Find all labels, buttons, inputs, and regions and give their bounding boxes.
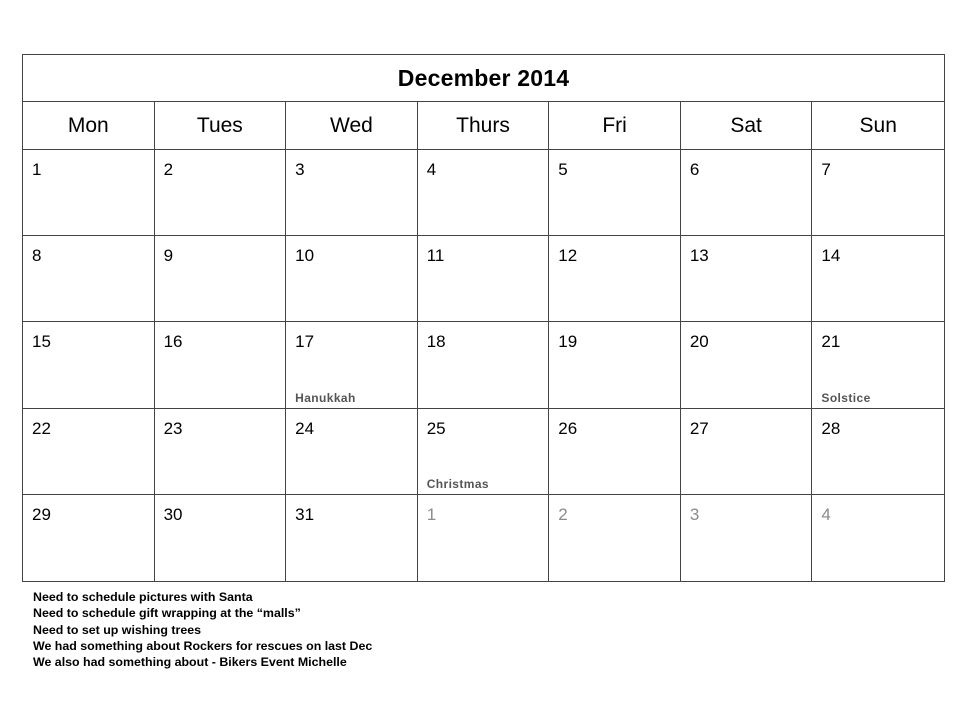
day-cell[interactable]	[549, 150, 681, 235]
day-cell[interactable]	[549, 322, 681, 407]
day-number: 6	[689, 160, 700, 179]
weekday-header-row	[23, 102, 944, 150]
weekday-header-wed: Wed	[286, 102, 418, 149]
day-number: 3	[689, 504, 700, 524]
day-cell[interactable]	[23, 150, 155, 235]
weekday-header-sun: Sun	[859, 113, 897, 137]
day-cell[interactable]	[155, 150, 287, 235]
day-number: 17	[295, 332, 315, 352]
day-cell[interactable]	[812, 322, 944, 407]
day-number: 14	[821, 246, 841, 266]
day-number: 31	[295, 504, 315, 524]
day-number: 1	[426, 504, 437, 524]
day-event-label: Christmas	[426, 476, 489, 491]
day-cell[interactable]	[681, 150, 813, 235]
day-number: 16	[163, 332, 183, 352]
day-cell[interactable]	[418, 409, 550, 494]
day-cell[interactable]	[549, 236, 681, 321]
note-line: Need to set up wishing trees	[33, 622, 201, 637]
note-line: Need to schedule gift wrapping at the “malls”	[33, 606, 301, 621]
day-cell[interactable]	[549, 409, 681, 494]
weekday-header-thu: Thurs	[418, 102, 550, 149]
day-event-label: Solstice	[821, 390, 871, 405]
day-cell[interactable]	[23, 409, 155, 494]
calendar-title-row	[23, 55, 944, 102]
weekday-header-tue: Tues	[155, 102, 287, 149]
day-cell[interactable]	[418, 150, 550, 235]
day-cell[interactable]	[549, 495, 681, 581]
week-row	[23, 150, 944, 236]
day-cell[interactable]	[286, 150, 418, 235]
note-line: We also had something about - Bikers Event Michelle	[33, 655, 347, 670]
day-cell[interactable]	[681, 495, 813, 581]
calendar-title: December 2014	[397, 64, 570, 91]
weekday-header-sat: Sat	[681, 102, 813, 149]
week-row	[23, 495, 944, 581]
week-row	[23, 236, 944, 322]
day-number: 10	[295, 246, 315, 266]
day-number: 5	[558, 160, 568, 179]
day-cell[interactable]	[812, 236, 944, 321]
weekday-header-mon: Mon	[23, 102, 155, 149]
day-cell[interactable]	[681, 409, 813, 494]
calendar-weeks	[23, 150, 944, 581]
day-cell[interactable]	[286, 236, 418, 321]
week-row	[23, 322, 944, 408]
day-number: 21	[821, 332, 841, 352]
day-number: 23	[163, 418, 183, 438]
day-cell[interactable]	[681, 322, 813, 407]
day-cell[interactable]	[418, 495, 550, 581]
day-cell[interactable]	[418, 322, 550, 407]
week-row	[23, 409, 944, 495]
day-number: 22	[32, 418, 51, 438]
day-cell[interactable]	[155, 495, 287, 581]
note-line: We had something about Rockers for rescues on last Dec	[33, 638, 373, 653]
day-number: 4	[821, 504, 831, 524]
day-cell[interactable]	[812, 409, 944, 494]
day-number: 29	[32, 504, 51, 524]
day-cell[interactable]	[155, 322, 287, 407]
day-cell[interactable]	[286, 495, 418, 581]
day-cell[interactable]	[286, 409, 418, 494]
day-number: 4	[426, 160, 437, 179]
day-number: 20	[689, 332, 709, 352]
note-line: Need to schedule pictures with Santa	[33, 590, 253, 604]
day-number: 19	[558, 332, 578, 352]
day-number: 13	[689, 246, 709, 266]
day-cell[interactable]	[23, 322, 155, 407]
day-number: 18	[426, 332, 446, 352]
day-cell[interactable]	[23, 236, 155, 321]
day-number: 2	[163, 160, 174, 179]
day-number: 2	[558, 504, 568, 524]
weekday-header-fri: Fri	[549, 102, 681, 149]
day-cell[interactable]	[418, 236, 550, 321]
day-number: 15	[32, 332, 51, 352]
day-number: 1	[32, 160, 42, 179]
day-cell[interactable]	[155, 236, 287, 321]
day-number: 11	[426, 246, 445, 266]
day-number: 25	[426, 418, 446, 438]
notes-list	[33, 589, 633, 670]
day-number: 9	[163, 246, 174, 266]
day-number: 26	[558, 418, 578, 438]
day-event-label: Hanukkah	[295, 390, 356, 405]
day-cell[interactable]	[812, 495, 944, 581]
day-number: 8	[32, 246, 42, 266]
month-calendar	[22, 54, 945, 582]
day-number: 24	[295, 418, 315, 438]
day-number: 27	[689, 418, 709, 438]
day-cell[interactable]	[681, 236, 813, 321]
day-number: 28	[821, 418, 841, 438]
day-number: 12	[558, 246, 578, 266]
day-cell[interactable]	[23, 495, 155, 581]
day-number: 3	[295, 160, 305, 179]
day-cell[interactable]	[812, 150, 944, 235]
day-cell[interactable]	[286, 322, 418, 407]
day-cell[interactable]	[155, 409, 287, 494]
day-number: 30	[163, 504, 183, 524]
day-number: 7	[821, 160, 831, 179]
